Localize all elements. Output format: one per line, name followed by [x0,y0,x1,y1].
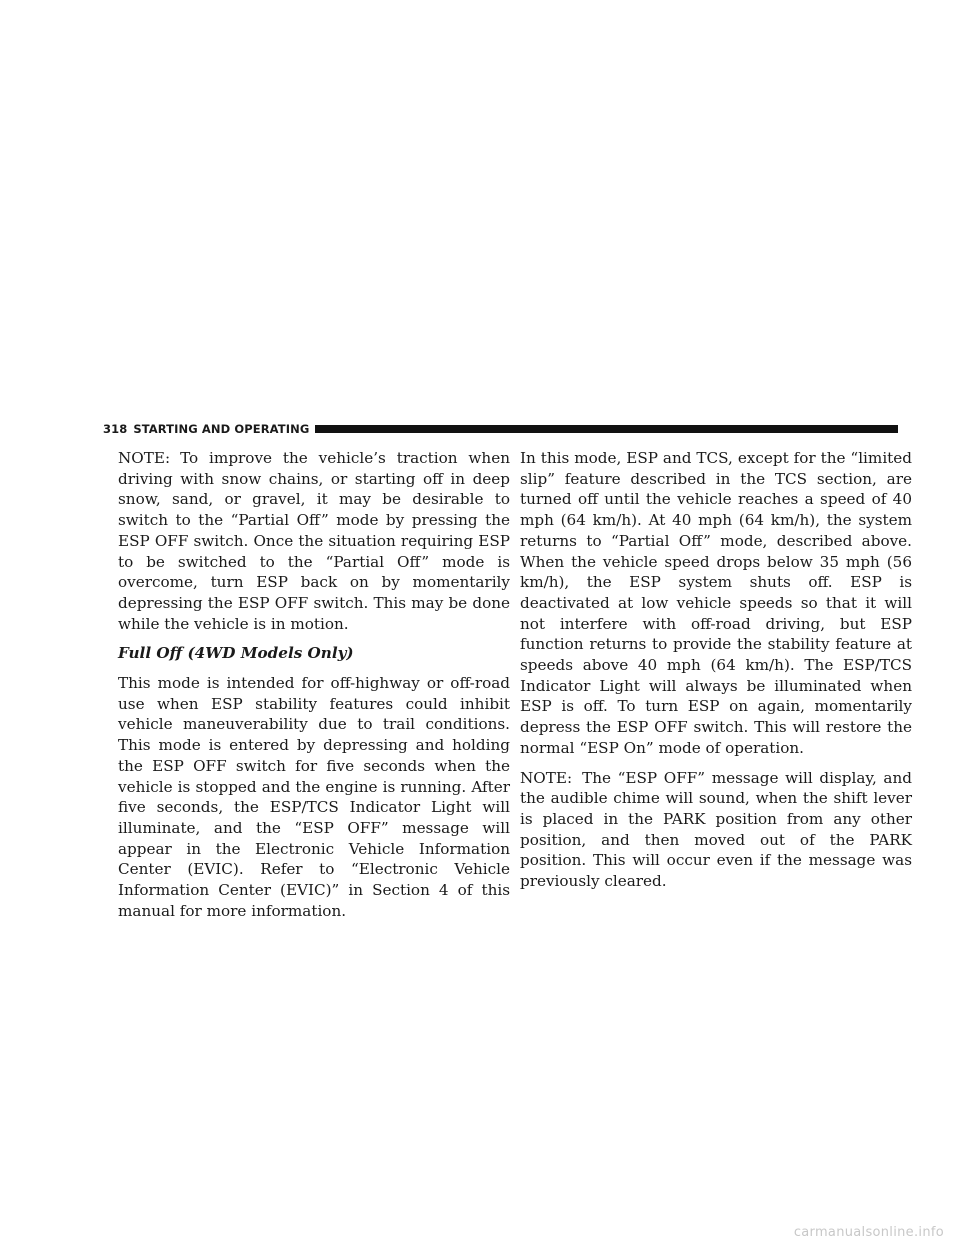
note-paragraph [118,448,510,634]
page-header [103,422,898,436]
note-label: NOTE: [118,449,171,467]
left-column [118,448,510,930]
subheading-full-off: Full Off (4WD Models Only) [118,644,354,663]
note-paragraph-2 [520,768,912,892]
header-rule [315,425,898,433]
section-title: STARTING AND OPERATING [133,422,310,436]
page-number: 318 [103,422,128,436]
watermark: carmanualsonline.info [793,1225,944,1240]
note-label-2: NOTE: [520,768,573,787]
mode-paragraph: In this mode, ESP and TCS, except for the “limited slip” feature described in the TCS section, are turned off until the vehicle reaches a speed of 40 mph (64 km/h). At 40 mph (64 km/h), the system returns to “Partial Off” mode, described above. When the vehicle speed drops below 35 mph (56 km/h), the ESP system shuts off. ESP is deactivated at low vehicle speeds so that it will not interfere with off-road driving, but ESP function returns to provide the stability feature at speeds above 40 mph (64 km/h). The ESP/TCS Indicator Light will always be illuminated when ESP is off. To turn ESP on again, momentarily depress the ESP OFF switch. This will restore the normal “ESP On” mode of operation. [520,449,912,757]
note-text-2: The “ESP OFF” message will display, and the audible chime will sound, when the shift lever is placed in the PARK position from any other position, and then moved out of the PARK position. This will occur even if the message was previously cleared. [520,768,912,891]
right-column [520,448,912,901]
full-off-paragraph: This mode is intended for off-highway or off-road use when ESP stability features could inhibit vehicle maneuverability due to trail conditions. This mode is entered by depressing and holding the ESP OFF switch for five seconds when the vehicle is stopped and the engine is running. After five seconds, the ESP/TCS Indicator Light will illuminate, and the “ESP OFF” message will appear in the Electronic Vehicle Information Center (EVIC). Refer to “Electronic Vehicle Information Center (EVIC)” in Section 4 of this manual for more information. [118,674,510,920]
note-text: To improve the vehicle’s traction when driving with snow chains, or starting off in deep snow, sand, or gravel, it may be desirable to switch to the “Partial Off” mode by pressing the ESP OFF switch. Once the situation requiring ESP to be switched to the “Partial Off” mode is overcome, turn ESP back on by momentarily depressing the ESP OFF switch. This may be done while the vehicle is in motion. [118,449,510,633]
